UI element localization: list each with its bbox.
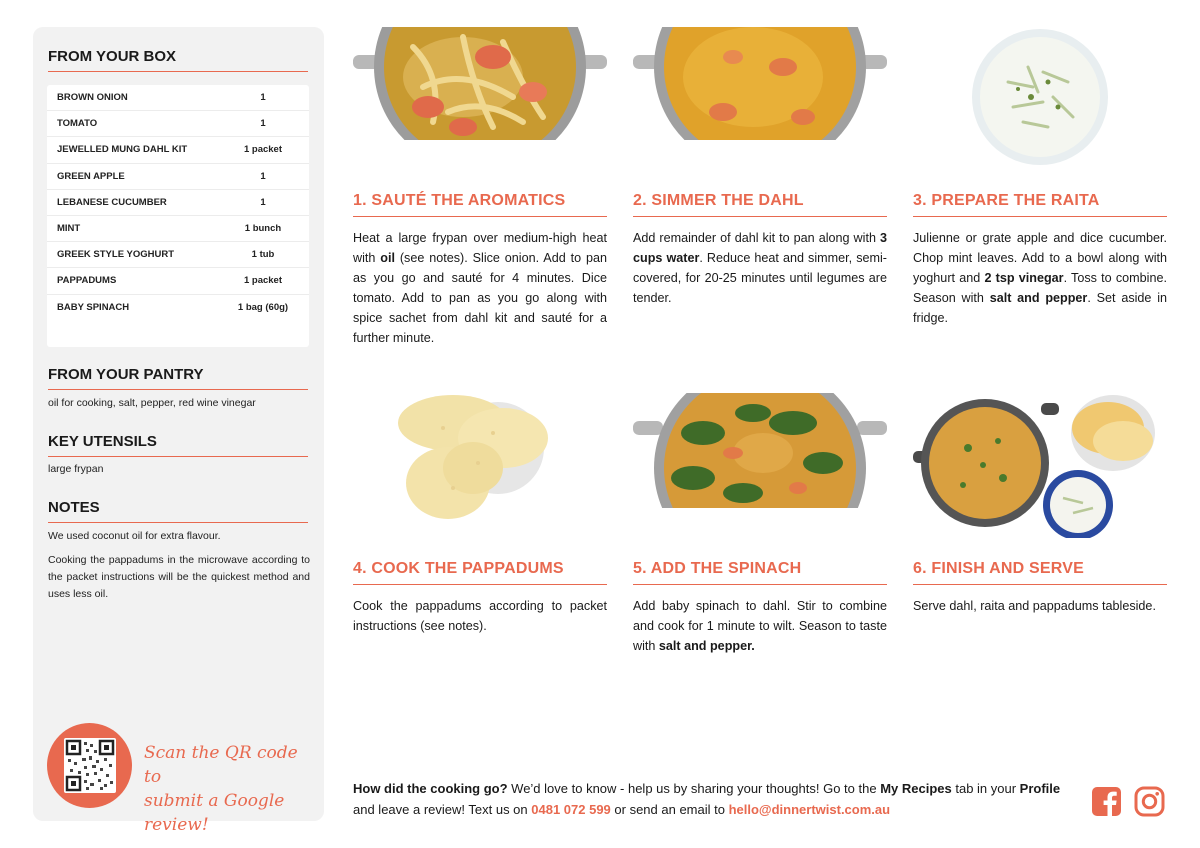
ingredient-row: [47, 295, 309, 321]
ingredient-row: [47, 216, 309, 242]
text: Cook the pappadums according to packet instructions (see notes).: [353, 599, 607, 633]
divider: [633, 584, 887, 585]
step-2-image: [633, 27, 887, 140]
notes-title: NOTES: [48, 499, 100, 516]
divider: [633, 216, 887, 217]
ingredient-qty: 1: [260, 196, 266, 208]
step-5-instructions: [633, 596, 887, 656]
ingredient-row: [47, 111, 309, 137]
pantry-text: oil for cooking, salt, pepper, red wine vinegar: [48, 397, 256, 409]
text: . Toss to combine. Season with: [913, 271, 1167, 305]
pantry-title: FROM YOUR PANTRY: [48, 366, 204, 383]
ingredients-sidebar: [33, 27, 324, 835]
divider: [48, 389, 308, 390]
instagram-icon[interactable]: [1134, 786, 1165, 817]
step-5-image: [633, 393, 887, 508]
text: and leave a review! Text us on: [353, 802, 532, 817]
step-4-instructions: [353, 596, 607, 636]
step-6-title: 6. FINISH AND SERVE: [913, 560, 1084, 577]
text: We’d love to know - help us by sharing your thoughts! Go to the: [507, 781, 881, 796]
bold-text: oil: [380, 251, 395, 265]
contact-link[interactable]: 0481 072 599: [531, 802, 611, 817]
step-2-title: 2. SIMMER THE DAHL: [633, 192, 804, 209]
ingredient-row: [47, 190, 309, 216]
step-5-title: 5. ADD THE SPINACH: [633, 560, 802, 577]
text: Add remainder of dahl kit to pan along with: [633, 231, 880, 245]
review-prompt: [353, 778, 1073, 820]
text: . Set aside in fridge.: [913, 291, 1168, 325]
contact-link[interactable]: hello@dinnertwist.com.au: [728, 802, 891, 817]
ingredient-name: TOMATO: [57, 118, 98, 130]
qr-code-icon[interactable]: [64, 738, 116, 793]
qr-caption-line2: submit a Google review!: [144, 791, 285, 835]
bold-text: Profile: [1019, 781, 1061, 796]
text: Add baby spinach to dahl. Stir to combine and cook for 1 minute to wilt. Season to taste with: [633, 599, 887, 653]
qr-caption: [144, 741, 314, 837]
utensils-title: KEY UTENSILS: [48, 433, 157, 450]
ingredient-row: [47, 268, 309, 294]
divider: [48, 522, 308, 523]
ingredient-name: BABY SPINACH: [57, 302, 130, 314]
divider: [48, 456, 308, 457]
divider: [913, 584, 1167, 585]
ingredient-row: [47, 242, 309, 268]
text: or send an email to: [610, 802, 729, 817]
text: tab in your: [951, 781, 1020, 796]
notes-text-1: We used coconut oil for extra flavour.: [48, 530, 221, 542]
qr-caption-line1: Scan the QR code to: [144, 743, 298, 787]
step-3-title: 3. PREPARE THE RAITA: [913, 192, 1100, 209]
ingredient-row: [47, 137, 309, 163]
step-6-image: [913, 393, 1167, 538]
qr-badge[interactable]: [47, 723, 132, 808]
bold-text: 2 tsp vinegar: [984, 271, 1064, 285]
step-1-title: 1. SAUTÉ THE AROMATICS: [353, 192, 566, 209]
notes-text-2: Cooking the pappadums in the microwave according to the packet instructions will be the quickest method and uses less oil.: [48, 554, 310, 600]
ingredient-qty: 1: [260, 92, 266, 104]
step-1-image: [353, 27, 607, 140]
step-3-image: [913, 27, 1167, 167]
bold-text: salt and pepper.: [658, 639, 755, 653]
ingredient-row: [47, 164, 309, 190]
ingredient-qty: 1 bunch: [244, 223, 282, 235]
divider: [353, 584, 607, 585]
ingredient-name: GREEK STYLE YOGHURT: [57, 249, 175, 261]
facebook-icon[interactable]: [1091, 786, 1122, 817]
step-1-instructions: [353, 228, 607, 348]
text: Serve dahl, raita and pappadums tableside.: [913, 599, 1156, 613]
ingredient-row: [47, 85, 309, 111]
box-ingredients-table: [47, 85, 309, 347]
step-2-instructions: [633, 228, 887, 308]
ingredient-qty: 1 packet: [243, 275, 283, 287]
ingredient-qty: 1 tub: [251, 249, 275, 261]
step-4-title: 4. COOK THE PAPPADUMS: [353, 560, 564, 577]
divider: [48, 71, 308, 72]
divider: [353, 216, 607, 217]
box-title: FROM YOUR BOX: [48, 48, 177, 65]
bold-text: salt and pepper: [989, 291, 1088, 305]
text: (see notes). Slice onion. Add to pan as you go and sauté for 4 minutes. Dice tomato. Add to pan as you go along with spice sachet from dahl kit and sauté for a further minute.: [353, 251, 607, 345]
ingredient-name: MINT: [57, 223, 81, 235]
ingredient-name: GREEN APPLE: [57, 170, 125, 182]
ingredient-qty: 1: [260, 170, 266, 182]
step-6-instructions: [913, 596, 1167, 616]
ingredient-qty: 1: [260, 118, 266, 130]
ingredient-qty: 1 packet: [243, 144, 283, 156]
text: Heat a large frypan over medium-high heat with: [353, 231, 607, 265]
ingredient-name: JEWELLED MUNG DAHL KIT: [57, 144, 188, 156]
ingredient-name: BROWN ONION: [57, 92, 128, 104]
bold-text: 3 cups water: [633, 231, 887, 265]
divider: [913, 216, 1167, 217]
text: Julienne or grate apple and dice cucumber. Chop mint leaves. Add to a bowl along with yoghurt and: [913, 231, 1167, 285]
bold-text: How did the cooking go?: [353, 781, 508, 796]
step-4-image: [353, 393, 607, 523]
ingredient-name: PAPPADUMS: [57, 275, 117, 287]
ingredient-name: LEBANESE CUCUMBER: [57, 196, 167, 208]
bold-text: My Recipes: [880, 781, 952, 796]
step-3-instructions: [913, 228, 1167, 328]
text: . Reduce heat and simmer, semi-covered, for 20-25 minutes until legumes are tender.: [633, 251, 887, 305]
ingredient-qty: 1 bag (60g): [237, 302, 289, 314]
utensils-text: large frypan: [48, 463, 104, 475]
